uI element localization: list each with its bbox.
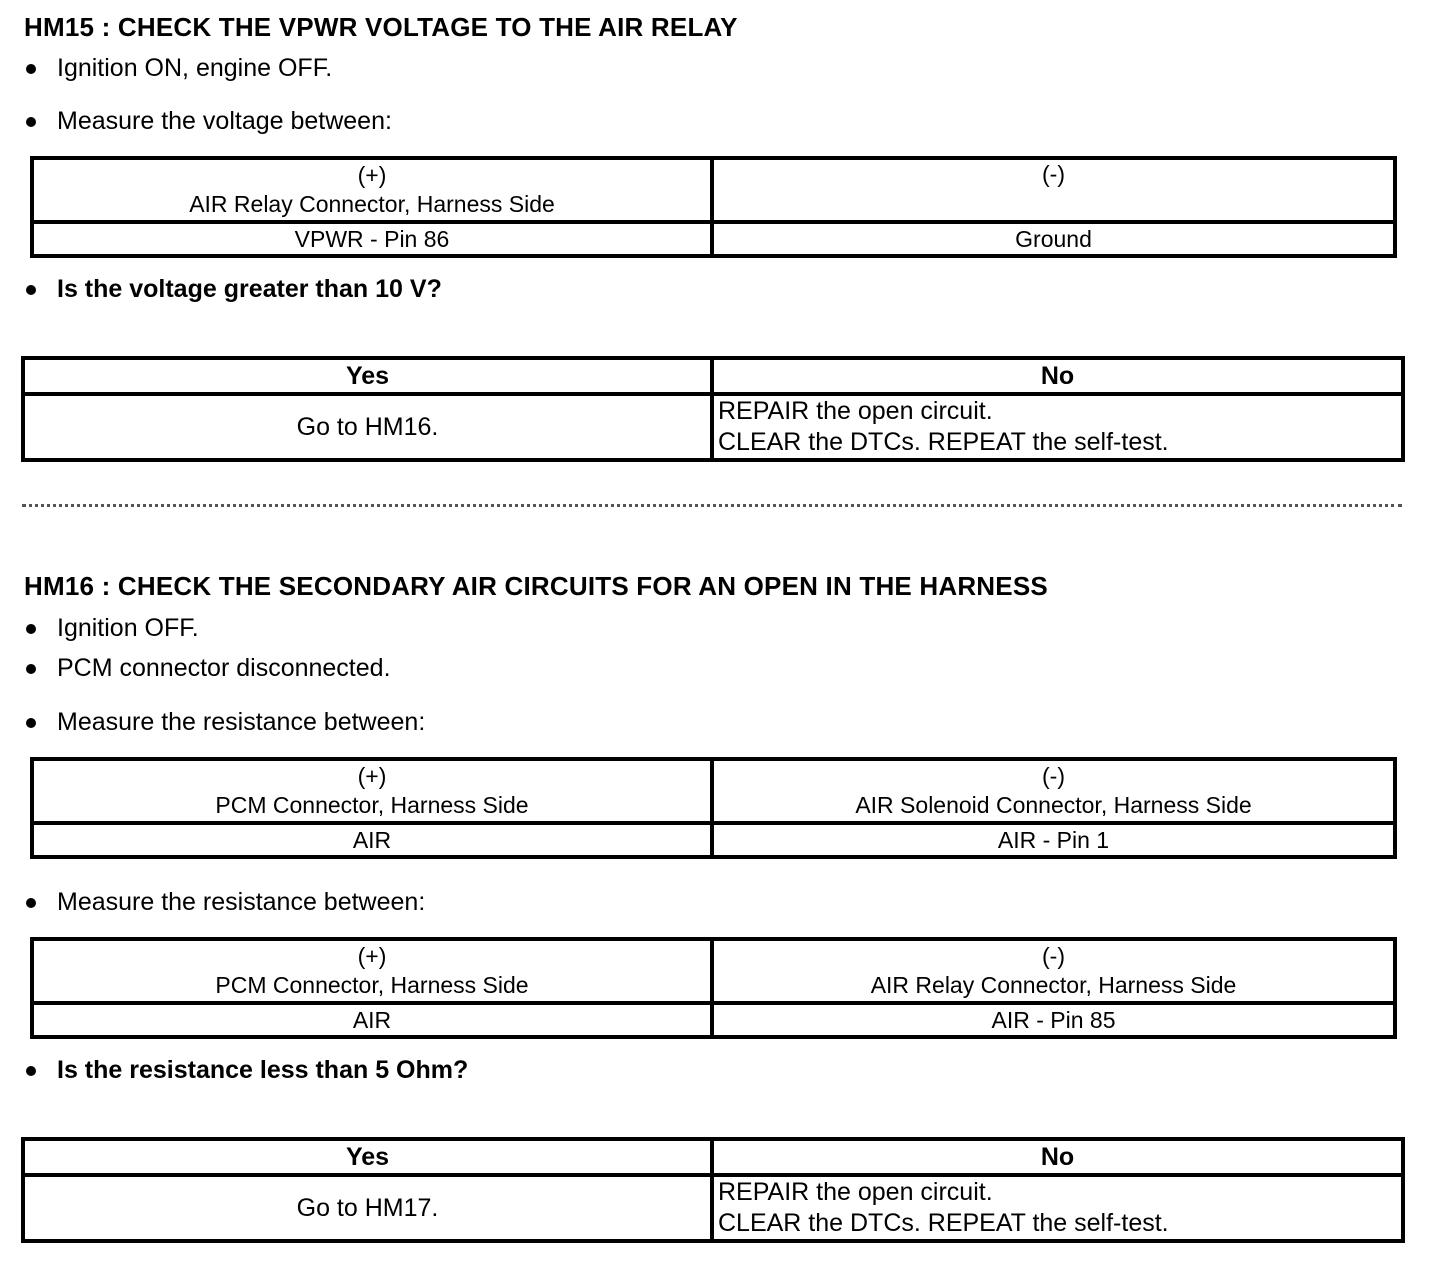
minus-sub: AIR Solenoid Connector, Harness Side [855,792,1252,818]
plus-sub: PCM Connector, Harness Side [215,972,529,998]
bullet-icon [26,898,36,908]
bullet-icon [26,64,36,74]
hm15-title: HM15 : CHECK THE VPWR VOLTAGE TO THE AIR RELAY [24,12,738,42]
hm16-question-text: Is the resistance less than 5 Ohm? [57,1056,469,1084]
no-action-line-2: CLEAR the DTCs. REPEAT the self-test. [718,428,1169,456]
hm16-measure-table-1 [30,757,1397,859]
hm15-no-action [712,394,1403,460]
hm16-no-action [712,1175,1403,1241]
hm16-t2-plus-header-cell [32,939,712,1003]
hm16-step-3-text: Measure the resistance between: [57,708,426,736]
hm15-step-measure [26,107,392,136]
hm16-t2-minus-value: AIR - Pin 85 [712,1003,1395,1037]
bullet-icon [26,117,36,127]
no-action-line-1: REPAIR the open circuit. [718,1178,993,1206]
hm16-step-pcm [26,654,391,683]
hm16-step-measure-2 [26,888,425,917]
plus-header: (+) [357,162,387,188]
hm15-step-ignition [26,54,332,83]
hm15-yes-header: Yes [23,358,712,394]
minus-header: (-) [1042,161,1065,187]
hm15-minus-value: Ground [712,222,1395,256]
hm15-result-table [21,356,1405,462]
hm16-question [26,1056,468,1085]
hm15-measure-table [30,156,1397,258]
bullet-icon [26,285,36,295]
bullet-icon [26,664,36,674]
hm15-plus-header-cell [32,158,712,222]
bullet-icon [26,718,36,728]
bullet-icon [26,624,36,634]
hm16-step-measure-1 [26,708,425,737]
hm16-step-4-text: Measure the resistance between: [57,888,426,916]
hm16-t1-minus-value: AIR - Pin 1 [712,823,1395,857]
no-action-line-2: CLEAR the DTCs. REPEAT the self-test. [718,1209,1169,1237]
hm15-step-2-text: Measure the voltage between: [57,107,392,135]
hm15-minus-header-cell [712,158,1395,222]
hm16-t1-plus-header-cell [32,759,712,823]
minus-header: (-) [1042,763,1065,789]
hm16-step-ignition [26,614,199,643]
hm16-no-header: No [712,1139,1403,1175]
hm16-t2-plus-value: AIR [32,1003,712,1037]
minus-sub: AIR Relay Connector, Harness Side [870,972,1237,998]
hm16-t1-minus-header-cell [712,759,1395,823]
hm15-plus-value: VPWR - Pin 86 [32,222,712,256]
plus-header: (+) [357,763,387,789]
hm15-no-header: No [712,358,1403,394]
hm16-measure-table-2 [30,937,1397,1039]
no-action-line-1: REPAIR the open circuit. [718,397,993,425]
hm16-step-1-text: Ignition OFF. [57,614,199,642]
hm15-question [26,275,442,304]
plus-sub: AIR Relay Connector, Harness Side [189,191,555,217]
hm15-step-1-text: Ignition ON, engine OFF. [57,54,333,82]
hm16-step-2-text: PCM connector disconnected. [57,654,391,682]
section-divider [22,504,1402,507]
hm16-result-table [21,1137,1405,1243]
hm16-title: HM16 : CHECK THE SECONDARY AIR CIRCUITS FOR AN OPEN IN THE HARNESS [24,571,1048,601]
minus-header: (-) [1042,943,1065,969]
hm15-yes-action: Go to HM16. [23,394,712,460]
bullet-icon [26,1066,36,1076]
plus-sub: PCM Connector, Harness Side [215,792,529,818]
hm16-t2-minus-header-cell [712,939,1395,1003]
hm16-yes-action: Go to HM17. [23,1175,712,1241]
hm15-question-text: Is the voltage greater than 10 V? [57,275,442,303]
hm16-t1-plus-value: AIR [32,823,712,857]
plus-header: (+) [357,943,387,969]
hm16-yes-header: Yes [23,1139,712,1175]
